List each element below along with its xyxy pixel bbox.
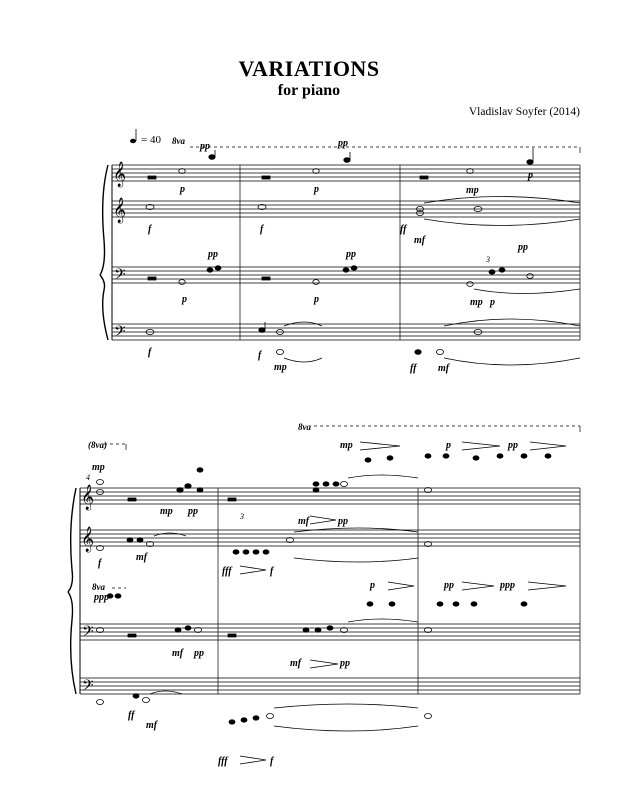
dynamic-mf: mf (414, 235, 426, 246)
dynamic-mf: mf (146, 720, 158, 731)
system-1-dynamics (148, 138, 533, 374)
dynamic-p: p (314, 294, 319, 305)
dynamic-p: p (314, 184, 319, 195)
tuplet-number: 3 (240, 512, 244, 521)
dynamic-mp: mp (340, 440, 353, 451)
dynamic-p: p (528, 170, 533, 181)
treble-clef-icon: 𝄞 (81, 527, 95, 552)
ottava-marking: (8va) (88, 440, 107, 450)
piece-title: VARIATIONS (238, 56, 380, 81)
dynamic-pp: pp (338, 138, 348, 149)
dynamic-ppp: ppp (500, 580, 515, 591)
dynamic-pp: pp (340, 658, 350, 669)
piece-subtitle: for piano (277, 82, 341, 99)
staff-4 (112, 324, 580, 340)
bass-clef-icon: 𝄢 (82, 677, 94, 698)
composer-credit: Vladislav Soyfer (2014) (468, 106, 580, 118)
staff-4 (80, 678, 580, 694)
dynamic-f: f (270, 566, 274, 577)
dynamic-mf: mf (290, 658, 302, 669)
treble-clef-icon: 𝄞 (113, 198, 127, 223)
ottava-marking: 8va (92, 582, 105, 592)
system-1-clefs (113, 161, 126, 344)
tuplet-number: 3 (486, 255, 490, 264)
staff-2 (112, 201, 580, 217)
dynamic-p: p (182, 294, 187, 305)
staff-1 (80, 488, 580, 504)
dynamic-ff: ff (410, 363, 417, 374)
dynamic-mp: mp (274, 362, 287, 373)
dynamic-p: p (446, 440, 451, 451)
grace-note (209, 155, 215, 160)
bass-clef-icon: 𝄢 (114, 323, 126, 344)
dynamic-f: f (270, 756, 274, 767)
dynamic-f: f (98, 558, 102, 569)
dynamic-mp: mp (466, 185, 479, 196)
dynamic-p: p (370, 580, 375, 591)
bass-clef-icon: 𝄢 (82, 623, 94, 644)
treble-clef-icon: 𝄞 (113, 162, 127, 187)
tempo-text: = 40 (141, 134, 161, 146)
dynamic-ff: ff (400, 224, 407, 235)
dynamic-pp: pp (188, 506, 198, 517)
dynamic-pp: pp (346, 249, 356, 260)
dynamic-fff: fff (218, 756, 228, 767)
dynamic-f: f (260, 224, 264, 235)
dynamic-p: p (180, 184, 185, 195)
ottava-marking: 8va (298, 422, 311, 432)
system-1 (100, 147, 580, 340)
dynamic-mp: mp (160, 506, 173, 517)
dynamic-pp: pp (208, 249, 218, 260)
ottava-marking: 8va (172, 136, 185, 146)
dynamic-mp: mp (92, 462, 105, 473)
dynamic-f: f (258, 350, 262, 361)
dynamic-p: p (490, 297, 495, 308)
dynamic-mf: mf (172, 648, 184, 659)
dynamic-pp: pp (444, 580, 454, 591)
dynamic-ff: ff (128, 710, 135, 721)
dynamic-pp: pp (508, 440, 518, 451)
dynamic-mf: mf (298, 516, 310, 527)
dynamic-f: f (148, 347, 152, 358)
measure-number: 4 (86, 473, 90, 482)
dynamic-fff: fff (222, 566, 232, 577)
treble-clef-icon: 𝄞 (81, 485, 95, 510)
dynamic-mp: mp (470, 297, 483, 308)
rest-icon (148, 176, 156, 179)
dynamic-mf: mf (438, 363, 450, 374)
dynamic-ppp: ppp (94, 592, 109, 603)
staff-2 (80, 530, 580, 546)
dynamic-pp: pp (194, 648, 204, 659)
dynamic-f: f (148, 224, 152, 235)
dynamic-mf: mf (136, 552, 148, 563)
dynamic-pp: pp (518, 242, 528, 253)
dynamic-pp: pp (338, 516, 348, 527)
dynamic-pp: pp (200, 141, 210, 152)
system-2-notes (97, 442, 567, 764)
tempo-marking (130, 129, 161, 146)
bass-clef-icon: 𝄢 (114, 266, 126, 287)
